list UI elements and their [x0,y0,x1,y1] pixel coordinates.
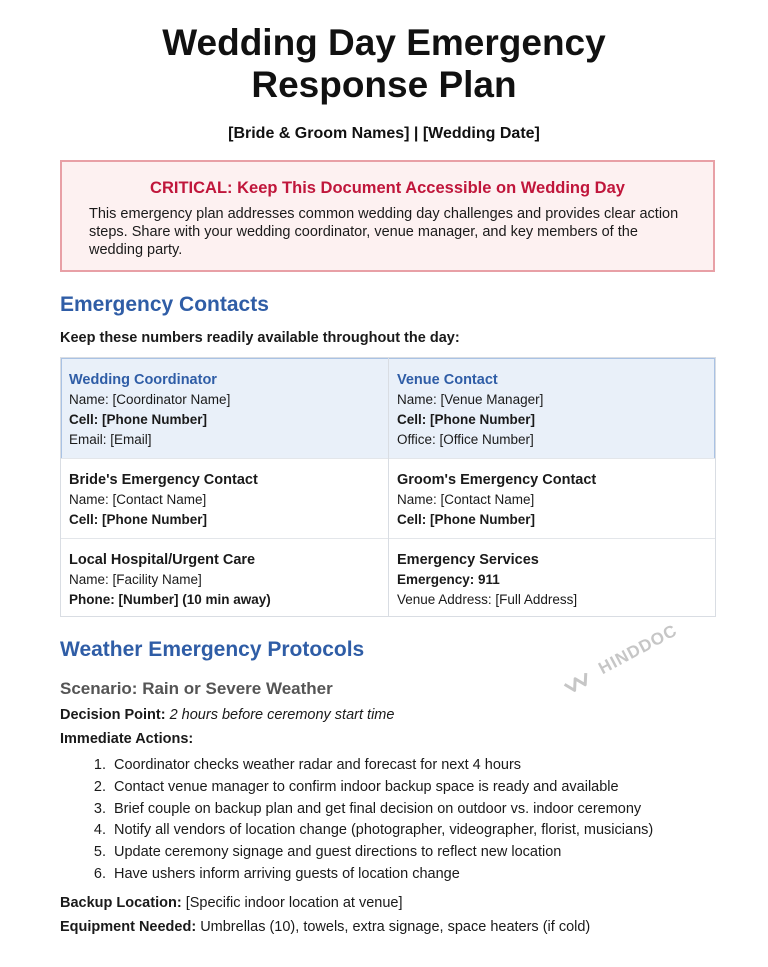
contact-name: Name: [Contact Name] [397,492,535,507]
contact-name: Name: [Facility Name] [69,572,202,587]
weather-protocols-heading: Weather Emergency Protocols [60,638,365,661]
document-title [0,22,768,106]
title-line-2: Response Plan [251,64,517,105]
action-item: 1. Coordinator checks weather radar and forecast for next 4 hours [110,755,750,777]
contacts-table [60,357,716,617]
watermark-logo-icon [560,663,601,698]
contact-title: Local Hospital/Urgent Care [69,552,256,568]
contact-cell-emergency-services [389,538,715,618]
contact-phone: Phone: [Number] (10 min away) [69,592,271,607]
contact-cell-groom-emergency [389,458,715,538]
contact-name: Name: [Contact Name] [69,492,207,507]
alert-title: CRITICAL: Keep This Document Accessible on Wedding Day [150,179,625,197]
contact-name: Name: [Venue Manager] [397,392,544,407]
contact-title: Groom's Emergency Contact [397,472,597,488]
backup-location-line [60,895,403,911]
contacts-lead-text: Keep these numbers readily available throughout the day: [60,330,460,346]
action-item: 5. Update ceremony signage and guest directions to reflect new location [110,842,750,864]
contact-emergency-number: Emergency: 911 [397,572,500,587]
action-item: 2. Contact venue manager to confirm indoor backup space is ready and available [110,777,750,799]
equipment-needed-value: Umbrellas (10), towels, extra signage, space heaters (if cold) [200,919,591,935]
contact-title: Wedding Coordinator [69,372,217,388]
watermark [560,621,681,698]
action-item: 6. Have ushers inform arriving guests of location change [110,864,750,886]
equipment-needed-label: Equipment Needed: [60,919,197,935]
scenario-heading: Scenario: Rain or Severe Weather [60,679,333,698]
backup-location-value: [Specific indoor location at venue] [185,895,403,911]
contact-phone: Cell: [Phone Number] [69,512,208,527]
contact-title: Venue Contact [397,372,498,388]
action-item: 4. Notify all vendors of location change (photographer, videographer, florist, musicians) [110,820,750,842]
decision-point-value: 2 hours before ceremony start time [169,707,395,723]
contact-title: Bride's Emergency Contact [69,472,258,488]
equipment-needed-line [60,919,590,935]
contact-office: Office: [Office Number] [397,432,534,447]
critical-alert-box [60,160,715,272]
contact-name: Name: [Coordinator Name] [69,392,231,407]
immediate-actions-line [60,731,193,747]
document-subtitle: [Bride & Groom Names] | [Wedding Date] [228,125,540,142]
title-line-1: Wedding Day Emergency [162,22,606,63]
action-item: 3. Brief couple on backup plan and get final decision on outdoor vs. indoor ceremony [110,799,750,821]
watermark-text: HINDDOC [595,620,681,678]
immediate-actions-label: Immediate Actions: [60,731,194,747]
emergency-contacts-heading: Emergency Contacts [60,293,269,316]
contact-phone: Cell: [Phone Number] [69,412,208,427]
decision-point-label: Decision Point: [60,707,166,723]
contact-title: Emergency Services [397,552,539,568]
immediate-actions-list [60,755,750,886]
contact-phone: Cell: [Phone Number] [397,512,536,527]
contact-address: Venue Address: [Full Address] [397,592,578,607]
contact-cell-bride-emergency [61,458,388,538]
alert-body: This emergency plan addresses common wedding day challenges and provides clear action steps. Share with your wedding coordinator, venue manager, and key members of the wedding party. [89,206,679,258]
backup-location-label: Backup Location: [60,895,182,911]
column-divider [388,358,389,616]
contact-cell-hospital [61,538,388,618]
decision-point-line [60,707,394,723]
contact-email: Email: [Email] [69,432,152,447]
contact-phone: Cell: [Phone Number] [397,412,536,427]
